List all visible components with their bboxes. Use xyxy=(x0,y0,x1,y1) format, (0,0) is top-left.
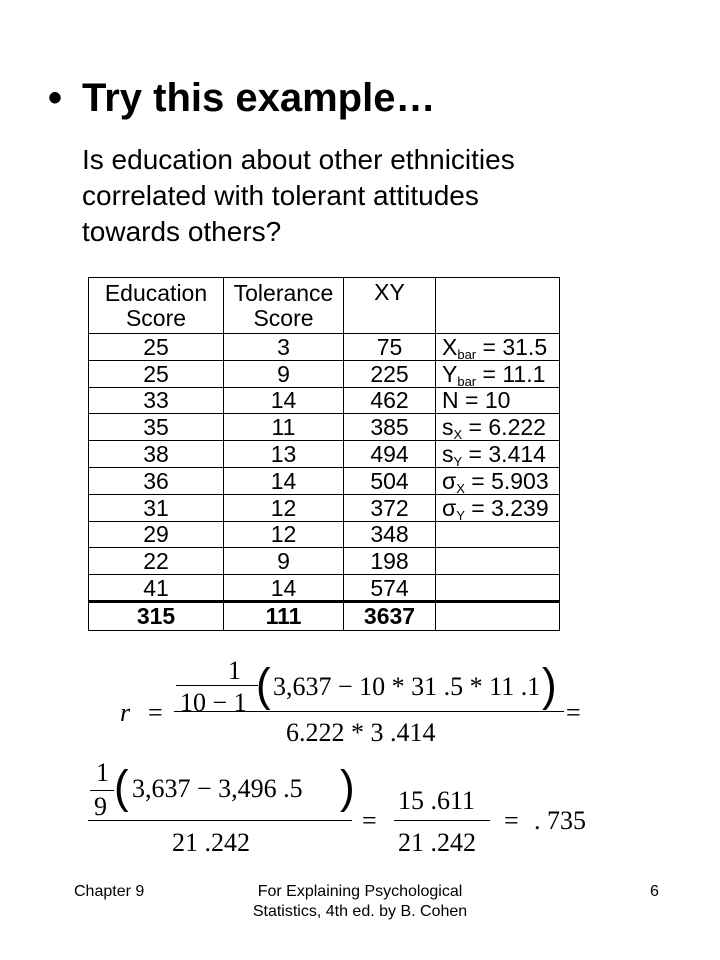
stat-value: = 3.239 xyxy=(464,494,549,521)
frac-numerator: 1 xyxy=(96,758,109,787)
cell-y: 14 xyxy=(224,575,344,602)
formula-denominator: 21 .242 xyxy=(172,828,250,857)
second-numerator: 15 .611 xyxy=(398,786,476,815)
cell-stat xyxy=(436,360,560,387)
table-row xyxy=(89,334,560,361)
stat-subscript: bar xyxy=(457,373,477,389)
table-row xyxy=(89,387,560,414)
cell-xy: 372 xyxy=(344,494,436,521)
stat-value: = 11.1 xyxy=(476,360,546,387)
correlation-formula xyxy=(118,650,618,750)
cell-xy: 494 xyxy=(344,441,436,468)
stat-subscript: bar xyxy=(457,346,477,362)
cell-stat xyxy=(436,575,560,602)
cell-y: 9 xyxy=(224,360,344,387)
computation-formula xyxy=(86,760,646,870)
formula-lhs: r xyxy=(120,698,131,727)
stat-subscript: Y xyxy=(453,454,463,470)
main-fraction-bar xyxy=(174,711,564,712)
stat-subscript: Y xyxy=(456,507,465,523)
cell-y: 3 xyxy=(224,334,344,361)
table-row xyxy=(89,467,560,494)
stat-symbol: σ xyxy=(442,467,457,494)
stat-value: = 31.5 xyxy=(476,333,548,360)
total-y: 111 xyxy=(224,601,344,630)
table-row xyxy=(89,360,560,387)
stat-subscript: X xyxy=(453,427,463,443)
cell-stat xyxy=(436,334,560,361)
cell-x: 41 xyxy=(89,575,224,602)
table-row xyxy=(89,494,560,521)
table-row xyxy=(89,575,560,602)
cell-x: 33 xyxy=(89,387,224,414)
stat-subscript: X xyxy=(456,480,465,496)
stat-value: = 5.903 xyxy=(464,467,549,494)
cell-y: 14 xyxy=(224,467,344,494)
stat-symbol: s xyxy=(442,414,454,441)
cell-xy: 504 xyxy=(344,467,436,494)
bullet-marker: • xyxy=(48,76,63,120)
slide-heading xyxy=(48,68,435,128)
slide-title: Try this example… xyxy=(82,76,436,120)
paren-close: ) xyxy=(340,761,355,814)
cell-stat xyxy=(436,467,560,494)
data-table xyxy=(88,277,560,631)
cell-xy: 198 xyxy=(344,548,436,575)
footer-chapter: Chapter 9 xyxy=(74,883,145,900)
cell-xy: 385 xyxy=(344,414,436,441)
total-xy: 3637 xyxy=(344,601,436,630)
cell-x: 38 xyxy=(89,441,224,468)
paren-body: 3,637 − 3,496 .5 xyxy=(132,774,303,803)
totals-row xyxy=(89,601,560,630)
cell-x: 25 xyxy=(89,360,224,387)
cell-stat xyxy=(436,441,560,468)
small-fraction-bar xyxy=(90,790,114,791)
question-text xyxy=(82,142,682,250)
stat-symbol: s xyxy=(442,441,454,468)
paren-close: ) xyxy=(542,659,557,712)
question-line: Is education about other ethnicities xyxy=(82,144,515,175)
stat-value: = 6.222 xyxy=(462,414,546,441)
second-fraction-bar xyxy=(394,820,490,821)
cell-x: 22 xyxy=(89,548,224,575)
cell-xy: 348 xyxy=(344,521,436,548)
equals-sign: = xyxy=(362,806,377,835)
frac-denominator: 10 − 1 xyxy=(180,688,247,717)
frac-denominator: 9 xyxy=(94,792,107,821)
header-tolerance: Tolerance Score xyxy=(224,278,344,334)
cell-xy: 75 xyxy=(344,334,436,361)
cell-stat xyxy=(436,494,560,521)
question-line: correlated with tolerant attitudes xyxy=(82,180,479,211)
stat-symbol: X xyxy=(442,333,458,360)
paren-open: ( xyxy=(256,659,271,712)
cell-xy: 462 xyxy=(344,387,436,414)
table-row xyxy=(89,548,560,575)
question-line: towards others? xyxy=(82,216,282,247)
page-number: 6 xyxy=(650,883,659,900)
cell-y: 13 xyxy=(224,441,344,468)
cell-y: 9 xyxy=(224,548,344,575)
main-fraction-bar xyxy=(88,820,352,821)
stat-symbol: N xyxy=(442,387,459,414)
cell-xy: 225 xyxy=(344,360,436,387)
header-stats xyxy=(436,278,560,334)
stat-value: = 10 xyxy=(458,387,511,414)
table-row xyxy=(89,521,560,548)
total-stat-empty xyxy=(436,601,560,630)
stat-value: = 3.414 xyxy=(462,441,546,468)
cell-stat xyxy=(436,521,560,548)
cell-y: 12 xyxy=(224,521,344,548)
second-denominator: 21 .242 xyxy=(398,828,476,857)
table-row xyxy=(89,414,560,441)
cell-stat xyxy=(436,387,560,414)
stat-symbol: σ xyxy=(442,494,457,521)
cell-x: 29 xyxy=(89,521,224,548)
frac-numerator: 1 xyxy=(228,656,241,685)
cell-y: 11 xyxy=(224,414,344,441)
cell-stat xyxy=(436,548,560,575)
formula-equals: = xyxy=(148,698,163,727)
cell-xy: 574 xyxy=(344,575,436,602)
small-fraction-bar xyxy=(176,685,258,686)
formula-trailing-equals: = xyxy=(566,698,581,727)
paren-open: ( xyxy=(114,761,129,814)
table-row xyxy=(89,441,560,468)
cell-x: 35 xyxy=(89,414,224,441)
cell-x: 36 xyxy=(89,467,224,494)
stat-symbol: Y xyxy=(442,360,458,387)
result-value: . 735 xyxy=(534,806,586,835)
footer-source: For Explaining Psychological Statistics, 4th ed. by B. Cohen xyxy=(252,883,468,920)
total-x: 315 xyxy=(89,601,224,630)
cell-x: 31 xyxy=(89,494,224,521)
cell-y: 12 xyxy=(224,494,344,521)
cell-y: 14 xyxy=(224,387,344,414)
paren-body: 3,637 − 10 * 31 .5 * 11 .1 xyxy=(273,672,541,701)
cell-x: 25 xyxy=(89,334,224,361)
equals-sign: = xyxy=(504,806,519,835)
formula-denominator: 6.222 * 3 .414 xyxy=(286,718,436,747)
table-header-row xyxy=(89,278,560,334)
header-xy: XY xyxy=(344,278,436,334)
cell-stat xyxy=(436,414,560,441)
header-education: Education Score xyxy=(89,278,224,334)
